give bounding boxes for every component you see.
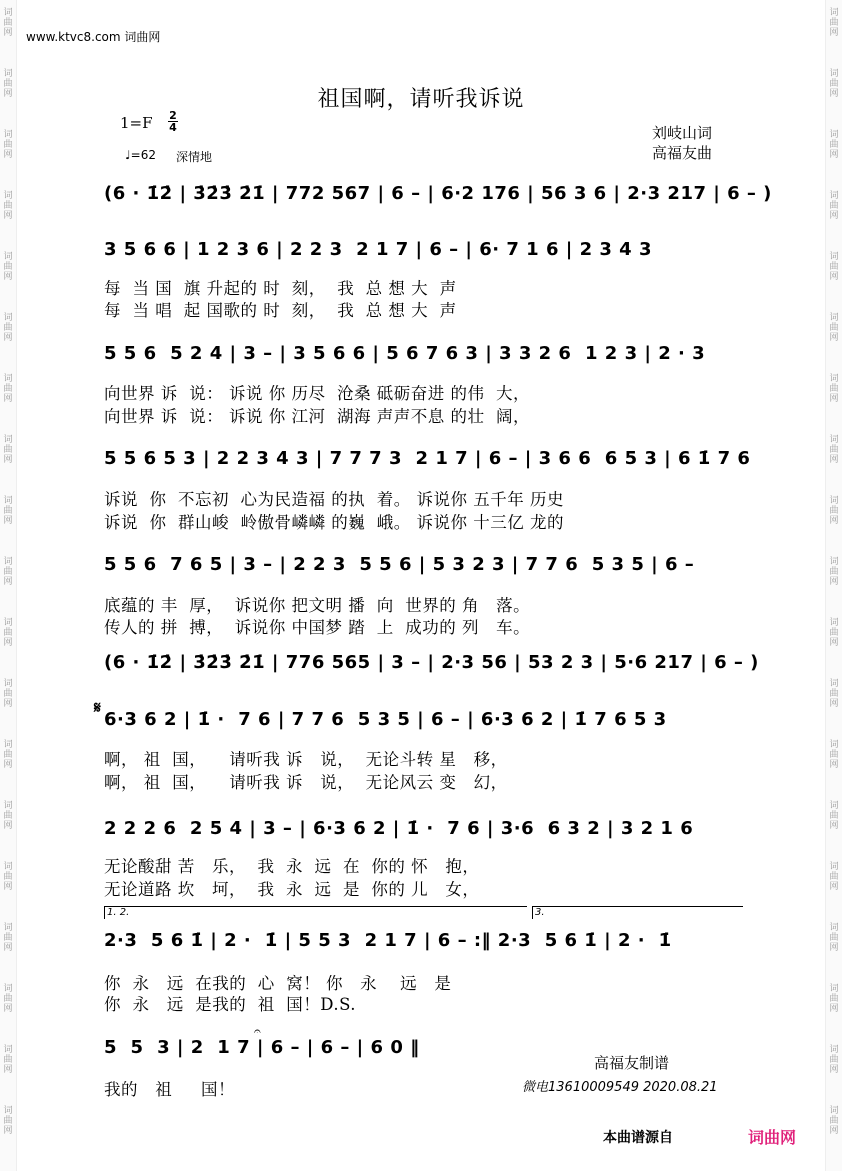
lyrics-verse-2: 啊， 祖 国， 请听我 诉 说， 无论风云 变 幻， (104, 773, 508, 792)
side-watermark-text: 词 曲 网 (829, 496, 839, 526)
side-watermark-text: 词 曲 网 (829, 618, 839, 648)
lyrics-verse-1: 每 当 国 旗 升起的 时 刻， 我 总 想 大 声 (104, 279, 457, 298)
side-watermark-text: 词 曲 网 (829, 252, 839, 282)
side-watermark-text: 词 曲 网 (3, 69, 13, 99)
volta-third-ending: 3. (532, 906, 743, 919)
staff-line-4 (104, 445, 751, 475)
lyrics-verse-2: 诉说 你 群山峻 岭傲骨嶙嶙 的巍 峨。 诉说你 十三亿 龙的 (104, 513, 564, 532)
side-watermark-text: 词 曲 网 (829, 1045, 839, 1075)
lyrics-verse-1: 底蕴的 丰 厚， 诉说你 把文明 播 向 世界的 角 落。 (104, 596, 531, 615)
staff-line-1 (104, 180, 772, 210)
lyrics-verse-1: 你 永 远 在我的 心 窝！ 你 永 远 是 (104, 974, 452, 993)
staff-line-6 (104, 649, 759, 679)
side-watermark-text: 词 曲 网 (3, 252, 13, 282)
lyrics-verse-1: 无论酸甜 苦 乐， 我 永 远 在 你的 怀 抱， (104, 857, 480, 876)
source-label: 本曲谱源自 (603, 1130, 673, 1146)
side-watermark-text: 词 曲 网 (829, 984, 839, 1014)
composer-credit: 高福友曲 (652, 144, 713, 162)
side-watermark-text: 词 曲 网 (829, 679, 839, 709)
side-watermark-text: 词 曲 网 (3, 191, 13, 221)
side-watermark-text: 词 曲 网 (3, 801, 13, 831)
side-watermark-text: 词 曲 网 (3, 130, 13, 160)
segno-sign: 𝄋 (94, 698, 101, 717)
expression-mark: 深情地 (176, 150, 213, 164)
side-watermark-text: 词 曲 网 (3, 923, 13, 953)
lyrics-verse-1: 向世界 诉 说： 诉说 你 历尽 沧桑 砥砺奋进 的伟 大， (104, 384, 530, 403)
notes: 2·3 5 6 1̇ | 2 · 1̇ | 5 5 3 2 1 7 | 6 – :‖ 2·3 5 6 1̇ | 2 · 1̇ (104, 930, 672, 951)
side-watermark-text: 词 曲 网 (3, 313, 13, 343)
side-watermark-text: 词 曲 网 (829, 801, 839, 831)
lyrics-verse-2: 传人的 拼 搏， 诉说你 中国梦 踏 上 成功的 列 车。 (104, 618, 531, 637)
lyrics-verse-2: 向世界 诉 说： 诉说 你 江河 湖海 声声不息 的壮 阔， (104, 407, 530, 426)
notes: 5 5 6 5 3 | 2 2 3 4 3 | 7 7 7 3 2 1 7 | 6 – | 3 6 6 6 5 3 | 6 1̇ 7 6 (104, 448, 751, 469)
contact-info: 微电13610009549 2020.08.21 (522, 1080, 718, 1095)
staff-line-9 (104, 927, 740, 957)
side-watermark-text: 词 曲 网 (829, 8, 839, 38)
staff-line-5 (104, 551, 740, 581)
staff-line-3 (104, 340, 740, 370)
side-watermark-text: 词 曲 网 (829, 557, 839, 587)
arranger-credit: 高福友制谱 (594, 1054, 670, 1072)
staff-line-10 (104, 1034, 504, 1064)
side-watermark-text: 词 曲 网 (829, 435, 839, 465)
lyricist-credit: 刘岐山词 (652, 124, 713, 142)
notes: 3 5 6 6 | 1 2 3 6 | 2 2 3 2 1 7 | 6 – | 6· 7 1 6 | 2 3 4 3 (104, 239, 653, 260)
lyrics-verse-1: 我的 祖 国！ (104, 1080, 235, 1099)
site-url[interactable]: www.ktvc8.com 词曲网 (26, 30, 161, 44)
notes: 5 5 6 7 6 5 | 3 – | 2 2 3 5 5 6 | 5 3 2 3 | 7 7 6 5 3 5 | 6 – (104, 554, 695, 575)
time-signature (168, 110, 178, 133)
lyrics-verse-1: 诉说 你 不忘初 心为民造福 的执 着。 诉说你 五千年 历史 (104, 490, 564, 509)
staff-line-8 (104, 815, 740, 845)
right-watermark-strip (825, 0, 842, 1171)
staff-line-7 (104, 706, 740, 736)
side-watermark-text: 词 曲 网 (3, 374, 13, 404)
side-watermark-text: 词 曲 网 (829, 191, 839, 221)
notes: 2 2 2 6 2 5 4 | 3 – | 6·3 6 2 | 1̇ · 7 6 | 3·6 6 3 2 | 3 2 1 6 (104, 818, 694, 839)
tempo-mark: ♩=62 (125, 148, 156, 162)
side-watermark-text: 词 曲 网 (3, 1106, 13, 1136)
side-watermark-text: 词 曲 网 (829, 313, 839, 343)
lyrics-verse-2: 无论道路 坎 坷， 我 永 远 是 你的 儿 女， (104, 880, 480, 899)
fermata-icon: 𝄐 (254, 1024, 261, 1038)
song-title: 祖国啊，请听我诉说 (317, 87, 525, 112)
brand-logo[interactable]: 词曲网 (748, 1128, 797, 1147)
side-watermark-text: 词 曲 网 (3, 618, 13, 648)
side-watermark-text: 词 曲 网 (3, 435, 13, 465)
volta-first-ending: 1. 2. (104, 906, 527, 919)
staff-line-2 (104, 236, 740, 266)
side-watermark-text: 词 曲 网 (829, 69, 839, 99)
side-watermark-text: 词 曲 网 (3, 557, 13, 587)
notes: (6 · 1̇2̇ | 3̇2̇3̇ 2̇1̇ | 772 567 | 6 – | 6·2 176 | 56 3 6 | 2·3 217 | 6 – ) (104, 183, 772, 204)
side-watermark-text: 词 曲 网 (829, 862, 839, 892)
lyrics-verse-2: 每 当 唱 起 国歌的 时 刻， 我 总 想 大 声 (104, 301, 457, 320)
side-watermark-text: 词 曲 网 (829, 923, 839, 953)
side-watermark-text: 词 曲 网 (3, 1045, 13, 1075)
side-watermark-text: 词 曲 网 (3, 984, 13, 1014)
side-watermark-text: 词 曲 网 (829, 740, 839, 770)
lyrics-verse-1: 啊， 祖 国， 请听我 诉 说， 无论斗转 星 移， (104, 750, 508, 769)
meter-top: 2 (169, 109, 177, 122)
notes: 5 5 6 5 2 4 | 3 – | 3 5 6 6 | 5 6 7 6 3 | 3 3 2 6 1 2 3 | 2 · 3 (104, 343, 706, 364)
side-watermark-text: 词 曲 网 (3, 740, 13, 770)
side-watermark-text: 词 曲 网 (3, 496, 13, 526)
meter-bottom: 4 (169, 121, 177, 134)
side-watermark-text: 词 曲 网 (3, 862, 13, 892)
side-watermark-text: 词 曲 网 (829, 1106, 839, 1136)
notes: 5 5 3 | 2 1 7 | 6 – | 6 – | 6 0 ‖ (104, 1037, 420, 1058)
key-signature: 1=F (120, 114, 153, 132)
side-watermark-text: 词 曲 网 (829, 374, 839, 404)
side-watermark-text: 词 曲 网 (3, 8, 13, 38)
side-watermark-text: 词 曲 网 (829, 130, 839, 160)
side-watermark-text: 词 曲 网 (3, 679, 13, 709)
left-watermark-strip (0, 0, 17, 1171)
notes: 6·3 6 2 | 1̇ · 7 6 | 7 7 6 5 3 5 | 6 – | 6·3 6 2 | 1̇ 7 6 5 3 (104, 709, 667, 730)
notes: (6 · 1̇2̇ | 3̇2̇3̇ 2̇1̇ | 776 565 | 3 – | 2·3 56 | 53 2 3 | 5·6 217 | 6 – ) (104, 652, 759, 673)
lyrics-verse-2: 你 永 远 是我的 祖 国！D.S. (104, 995, 357, 1014)
